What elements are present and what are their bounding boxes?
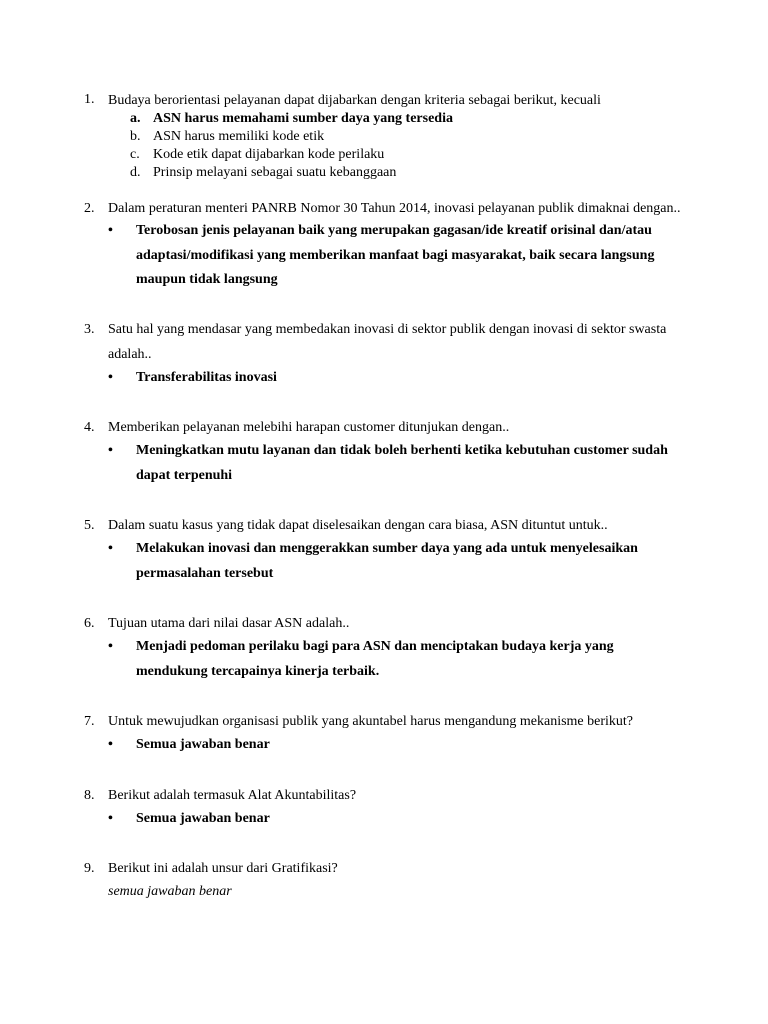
option-letter: c.: [130, 147, 140, 162]
answer-text: Menjadi pedoman perilaku bagi para ASN dan menciptakan budaya kerja yang mendukung tercapainya kinerja terbaik.: [136, 639, 614, 679]
answer-text: Terobosan jenis pelayanan baik yang merupakan gagasan/ide kreatif orisinal dan/atau adaptasi/modifikasi yang memberikan manfaat bagi masyarakat, baik secara langsung maupun tidak langsung: [136, 223, 655, 287]
question-text: Satu hal yang mendasar yang membedakan inovasi di sektor publik dengan inovasi di sektor swasta adalah..: [108, 322, 667, 362]
question-text: Berikut ini adalah unsur dari Gratifikasi?: [108, 861, 338, 876]
bullet: •: [108, 223, 113, 238]
answer-text: Meningkatkan mutu layanan dan tidak boleh berhenti ketika kebutuhan customer sudah dapat terpenuhi: [136, 443, 668, 483]
option-text: ASN harus memiliki kode etik: [153, 129, 325, 144]
option-text: Kode etik dapat dijabarkan kode perilaku: [153, 147, 385, 162]
question-number: 7.: [84, 714, 95, 729]
bullet: •: [108, 737, 113, 752]
question-number: 9.: [84, 861, 95, 876]
answer-text: Transferabilitas inovasi: [136, 370, 277, 385]
answer-9: semua jawaban benar: [108, 884, 232, 899]
bullet: •: [108, 639, 113, 654]
question-number: 1.: [84, 92, 95, 107]
option-text: Prinsip melayani sebagai suatu kebanggaan: [153, 165, 397, 180]
question-text: Untuk mewujudkan organisasi publik yang akuntabel harus mengandung mekanisme berikut?: [108, 714, 634, 729]
bullet: •: [108, 443, 113, 458]
option-letter: b.: [130, 129, 141, 144]
answer-text: Melakukan inovasi dan menggerakkan sumber daya yang ada untuk menyelesaikan permasalahan tersebut: [136, 541, 638, 581]
question-text: Dalam peraturan menteri PANRB Nomor 30 Tahun 2014, inovasi pelayanan publik dimaknai dengan..: [108, 201, 681, 216]
option-text: ASN harus memahami sumber daya yang tersedia: [153, 111, 453, 126]
answer-text: Semua jawaban benar: [136, 811, 270, 826]
question-number: 8.: [84, 788, 95, 803]
question-text: Dalam suatu kasus yang tidak dapat diselesaikan dengan cara biasa, ASN dituntut untuk..: [108, 518, 608, 533]
option-letter: a.: [130, 111, 141, 126]
bullet: •: [108, 541, 113, 556]
question-number: 2.: [84, 201, 95, 216]
answer-text: Semua jawaban benar: [136, 737, 270, 752]
question-number: 3.: [84, 322, 95, 337]
question-text: Memberikan pelayanan melebihi harapan customer ditunjukan dengan..: [108, 420, 510, 435]
question-number: 5.: [84, 518, 95, 533]
question-text: Berikut adalah termasuk Alat Akuntabilitas?: [108, 788, 357, 803]
bullet: •: [108, 370, 113, 385]
bullet: •: [108, 811, 113, 826]
question-text: Tujuan utama dari nilai dasar ASN adalah..: [108, 616, 350, 631]
question-text: Budaya berorientasi pelayanan dapat dijabarkan dengan kriteria sebagai berikut, kecuali: [108, 93, 601, 108]
question-number: 6.: [84, 616, 95, 631]
question-number: 4.: [84, 420, 95, 435]
option-letter: d.: [130, 165, 141, 180]
